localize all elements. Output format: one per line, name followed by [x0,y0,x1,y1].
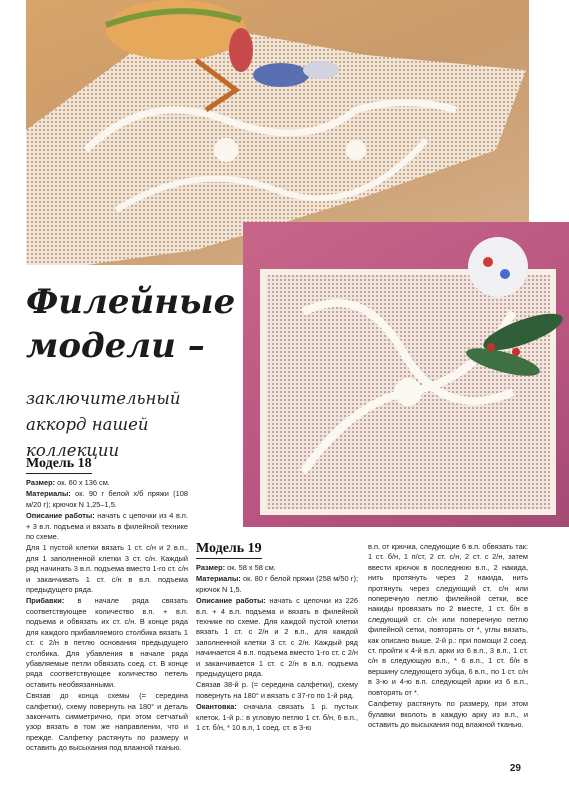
model-19-text [196,563,358,735]
model-19-text-continued [368,542,528,731]
m19-size-label: Размер: [196,563,226,572]
m18-increases-label: Прибавки: [26,596,65,606]
m18-description-label: Описание работы: [26,511,95,521]
m18-materials-label: Материалы: [26,489,71,499]
m18-increases: в начале ряда связать соответствующее количество в.п. + в.п. подъема и обвязать их ст. с/н. В конце ряда для каждого прибавляемого столбика вязать 1 ст. с 2/н в петлю основания предыдущего столбика. Для убавления в начале ряда убавляемые петли обвязать соед. ст. В конце ряда соответствующее количество петель оставить необвязанными. [26,596,188,689]
ceramic-jug [468,237,528,297]
doily-illustration [243,222,569,527]
doll [229,28,253,72]
m18-materials: ок. 90 г белой х/б пряжи (108 м/20 г); крючок N 1,25–1,5. [26,489,188,509]
m18-paragraph-2: Связав до конца схемы (= середина салфетки), схему повернуть на 180° и деталь закончить симметрично, при этом сетчатый узор вязать в том же направлении, что и прежде. Салфетку растянуть по размеру и оставить до высыхания под влажной тканью. [26,691,188,753]
m18-description: начать с цепочки из 4 в.п. + 3 в.п. подъема и вязать в филейной технике по схеме. [26,511,188,542]
m19-col3-paragraph-2: Салфетку растянуть по размеру, при этом булавки вколоть в каждую арку из в.п., и оставить до высыхания под влажной тканью. [368,699,528,729]
model-18-heading: Модель 18 [26,456,92,474]
m19-paragraph-1: Связав 38-й р. (= середина салфетки), схему повернуть на 180° и вязать с 37-го по 1-й ряд. [196,680,358,700]
m18-size: ок. 60 х 136 см. [57,478,110,487]
page-title: Филейные модели – [26,282,236,366]
page-subtitle: заключительный аккорд нашей коллекции [26,389,181,460]
m19-description: начать с цепочки из 226 в.п. + 4 в.п. подъема и вязать в филейной технике по схеме. Для каждой пустой клетки вязать 1 ст. с 2/н и 2 в.п., для каждой заполненной клетки 3 ст. с 2/н. Каждый ряд начинается 4 в.п. подъема вместо 1-го ст. с 2/н и заканчивается 1 ст. с 2/н в в.п. подъема предыдущего ряда. [196,596,359,679]
m19-col3-paragraph-1: в.п. от крючка, следующие 6 в.п. обвязать так: 1 ст. б/н, 1 п/ст, 2 ст. с/н, 2 ст. с 2/н, затем ввести крючок в последнюю в.п., 2 накида, нить протянуть через 2 накида, нить протянуть через следующий ст. с/н или поперечную петлю филейной сетки, все накиды провязать по 2 вместе, 1 ст. б/н в следующий ст. с/н или поперечную петлю филейной сетки, повторять от *, углы вязать, как описано выше. 2-й р.: при помощи 2 соед. ст. пройти к 4-й в.п. арки из 6 в.п., 3 в.п., 1 ст. с/н в следующую в.п., * 6 в.п., 1 ст. б/н в вершину следующего зубца, 6 в.п., по 1 ст. с/н в 3-ю и 4-ю в.п. следующей арки из 6 в.п., повторять от *. [368,542,528,697]
doily-photo [243,222,569,527]
m19-edging-label: Окантовка: [196,702,237,712]
m19-description-label: Описание работы: [196,596,266,606]
m19-materials-label: Материалы: [196,574,241,584]
m19-size: ок. 58 х 58 см. [227,563,276,572]
m19-edging: сначала связать 1 р. пустых клеток. 1-й р.: в угловую петлю 1 ст. б/н, 6 в.п., 1 ст. б/н, * 10 в.п, 1 соед. ст. в 3-ю [196,702,358,733]
m18-size-label: Размер: [26,478,56,487]
model-19-heading: Модель 19 [196,541,262,559]
m19-materials: ок. 80 г белой пряжи (258 м/50 г); крючок N 1,5. [196,574,358,594]
page-number: 29 [509,763,521,774]
model-18-text [26,478,188,755]
m18-paragraph-1: Для 1 пустой клетки вязать 1 ст. с/н и 2 в.п., для 1 заполненной клетки 3 ст. с/н. Каждый ряд начинать 3 в.п. подъема вместо 1-го ст. с/н и заканчивать 1 ст. с/н в в.п. подъема предыдущего ряда. [26,543,188,595]
